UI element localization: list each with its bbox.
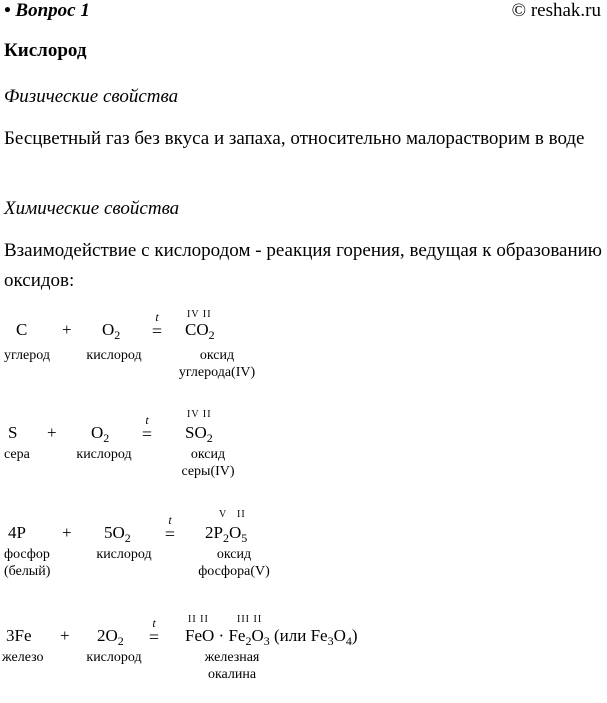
oxidation-states-feo: II II <box>188 614 209 625</box>
product: $2P_2O_5$ <box>205 523 248 545</box>
product-label: оксид фосфора(V) <box>198 547 270 579</box>
reactant-1-label: сера <box>4 447 30 462</box>
oxidation-state-p: V <box>219 509 228 520</box>
reactant-2-label: кислород <box>86 650 142 665</box>
reactant-2: $2O_2$ <box>97 626 124 648</box>
reactant-2: $O_2$ <box>91 423 110 445</box>
reactant-1-label: фосфор (белый) <box>4 547 51 579</box>
plus-sign: + <box>62 320 72 339</box>
product: $CO_2$ <box>185 320 215 342</box>
oxidation-states: IV II <box>187 309 212 320</box>
physical-heading: Физические свойства <box>4 86 179 107</box>
reaction-4 <box>0 613 607 703</box>
reaction-2 <box>0 410 607 500</box>
reactant-1-label: углерод <box>4 348 50 363</box>
oxidation-states-fe2o3: III II <box>237 614 263 625</box>
heating-equals: t = <box>164 513 176 544</box>
chemical-text: Взаимодействие с кислородом - реакция горения, ведущая к образованию оксидов: <box>4 240 602 291</box>
reaction-1 <box>0 305 607 395</box>
product: $SO_2$ <box>185 423 213 445</box>
reactant-2: $O_2$ <box>102 320 121 342</box>
plus-sign: + <box>60 626 70 645</box>
reactant-1: C <box>16 320 28 339</box>
question-number: • Вопрос 1 <box>4 0 90 21</box>
product-label: железная окалина <box>204 650 260 682</box>
reactant-1-label: железо <box>2 650 44 665</box>
page-title: Кислород <box>4 40 87 61</box>
oxidation-state-o: II <box>237 509 246 520</box>
reactant-1: 3Fe <box>6 626 32 645</box>
product-label: оксид углерода(IV) <box>178 348 256 380</box>
heating-equals: t = <box>141 413 153 444</box>
chemical-heading: Химические свойства <box>4 198 180 219</box>
reactant-2: $5O_2$ <box>104 523 131 545</box>
reaction-3 <box>0 510 607 600</box>
reactant-2-label: кислород <box>96 547 152 562</box>
heating-equals: t = <box>151 310 163 341</box>
plus-sign: + <box>62 523 72 542</box>
physical-text: Бесцветный газ без вкуса и запаха, относительно малорастворим в воде <box>4 128 585 149</box>
reactant-2-label: кислород <box>76 447 132 462</box>
oxidation-states: IV II <box>187 409 212 420</box>
reactant-2-label: кислород <box>86 348 142 363</box>
product-label: оксид серы(IV) <box>181 447 235 479</box>
reactant-1: S <box>8 423 18 442</box>
copyright-link[interactable]: © reshak.ru <box>511 0 601 21</box>
product: FeO · $Fe_2O_3$ (или $Fe_3O_4$) <box>185 626 358 648</box>
heating-equals: t = <box>148 616 160 647</box>
reactant-1: 4P <box>8 523 26 542</box>
plus-sign: + <box>47 423 57 442</box>
